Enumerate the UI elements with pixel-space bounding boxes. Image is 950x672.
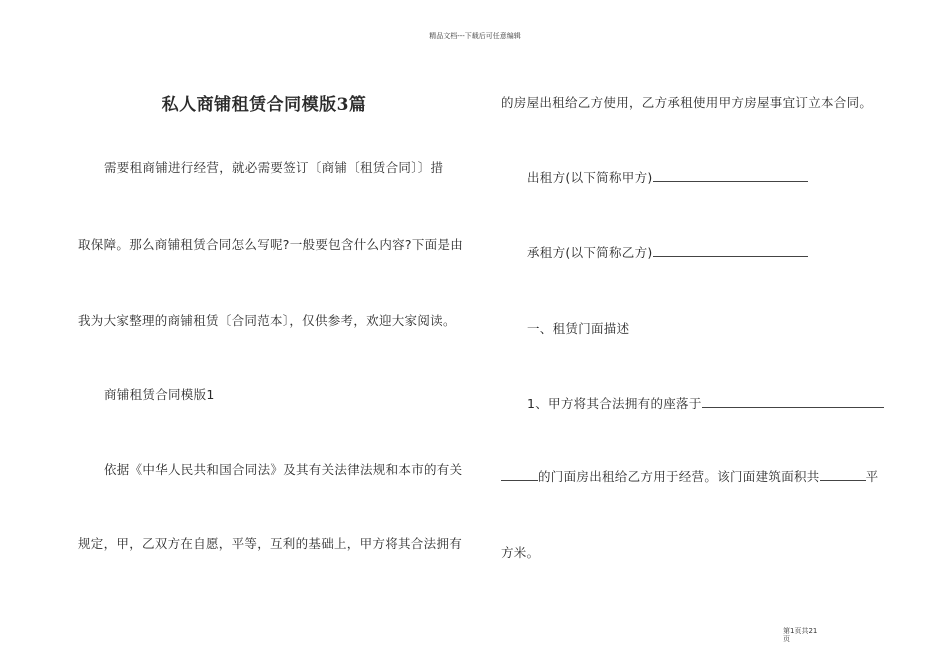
right-column	[501, 0, 901, 672]
use-blank	[501, 468, 538, 481]
left-column	[64, 0, 464, 672]
paragraph-line: 需要租商铺进行经营，就必需要签订〔商铺〔租赁合同〕〕措	[104, 160, 444, 175]
paragraph-line: 我为大家整理的商铺租赁〔合同范本〕，仅供参考，欢迎大家阅读。	[78, 313, 456, 328]
area-blank	[820, 468, 866, 481]
section-heading: 一、租赁门面描述	[527, 321, 630, 336]
paragraph-line: 取保障。那么商铺租赁合同怎么写呢?一般要包含什么内容?下面是由	[78, 237, 464, 252]
lessee-label: 承租方(以下简称乙方)	[527, 245, 653, 260]
page-number-line: 第1页共21	[783, 627, 818, 635]
lessor-label: 出租方(以下简称甲方)	[527, 170, 653, 185]
page-number-line: 页	[783, 635, 790, 643]
unit-text: 平	[865, 469, 879, 484]
section-heading: 商铺租赁合同模版1	[104, 387, 215, 402]
lessor-line	[527, 168, 808, 186]
lessee-blank	[653, 244, 808, 257]
page-header: 精品文档---下载后可任意编辑	[429, 32, 521, 40]
page-number	[783, 627, 843, 643]
address-blank	[702, 395, 884, 408]
clause-text: 的门面房出租给乙方用于经营。该门面建筑面积共	[538, 469, 820, 484]
clause-line	[501, 467, 878, 485]
lessor-blank	[653, 169, 808, 182]
clause-line	[527, 394, 884, 412]
clause-line: 方米。	[501, 545, 540, 560]
lessee-line	[527, 243, 808, 261]
paragraph-line: 的房屋出租给乙方使用，乙方承租使用甲方房屋事宜订立本合同。	[501, 95, 873, 110]
paragraph-line: 依据《中华人民共和国合同法》及其有关法律法规和本市的有关	[104, 462, 463, 477]
paragraph-line: 规定，甲，乙双方在自愿，平等，互利的基础上，甲方将其合法拥有	[78, 536, 463, 551]
clause-text: 1、甲方将其合法拥有的座落于	[527, 396, 702, 411]
document-title: 私人商铺租赁合同模版3篇	[161, 95, 367, 115]
